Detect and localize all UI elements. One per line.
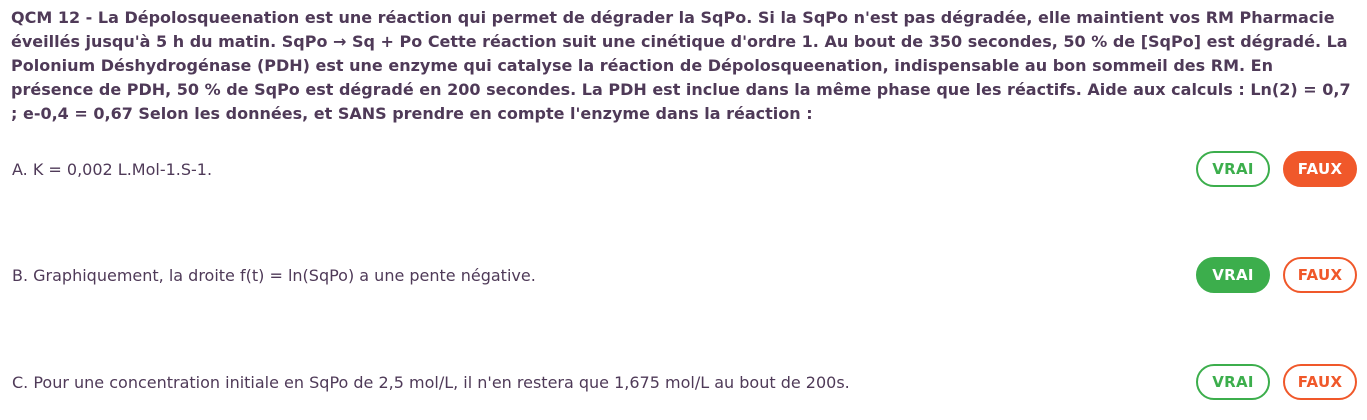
statement-text-c: C. Pour une concentration initiale en SqPo de 2,5 mol/L, il n'en restera que 1,675 mol/L au bout de 200s. <box>12 372 850 392</box>
faux-button-a[interactable]: FAUX <box>1283 151 1357 187</box>
question-text: QCM 12 - La Dépolosqueenation est une réaction qui permet de dégrader la SqPo. Si la SqPo n'est pas dégradée, elle maintient vos RM Pharmacie éveillés jusqu'à 5 h du matin. SqPo → Sq + Po Cette réaction suit une cinétique d'ordre 1. Au bout de 350 secondes, 50 % de [SqPo] est dégradé. La Polonium Déshydrogénase (PDH) est une enzyme qui catalyse la réaction de Dépolosqueenation, indispensable au bon sommeil des RM. En présence de PDH, 50 % de SqPo est dégradé en 200 secondes. La PDH est inclue dans la même phase que les réactifs. Aide aux calculs : Ln(2) = 0,7 ; e-0,4 = 0,67 Selon les données, et SANS prendre en compte l'enzyme dans la réaction : <box>11 8 1351 123</box>
statement-text-b: B. Graphiquement, la droite f(t) = ln(SqPo) a une pente négative. <box>12 265 536 285</box>
statement-row-b <box>0 257 1367 293</box>
answer-buttons-c <box>1196 364 1357 400</box>
statement-row-a <box>0 151 1367 187</box>
faux-button-c[interactable]: FAUX <box>1283 364 1357 400</box>
vrai-button-c[interactable]: VRAI <box>1196 364 1270 400</box>
faux-button-b[interactable]: FAUX <box>1283 257 1357 293</box>
statement-text-a: A. K = 0,002 L.Mol-1.S-1. <box>12 159 213 179</box>
statement-row-c <box>0 364 1367 400</box>
answer-buttons-a <box>1196 151 1357 187</box>
vrai-button-b[interactable]: VRAI <box>1196 257 1270 293</box>
answer-buttons-b <box>1196 257 1357 293</box>
vrai-button-a[interactable]: VRAI <box>1196 151 1270 187</box>
